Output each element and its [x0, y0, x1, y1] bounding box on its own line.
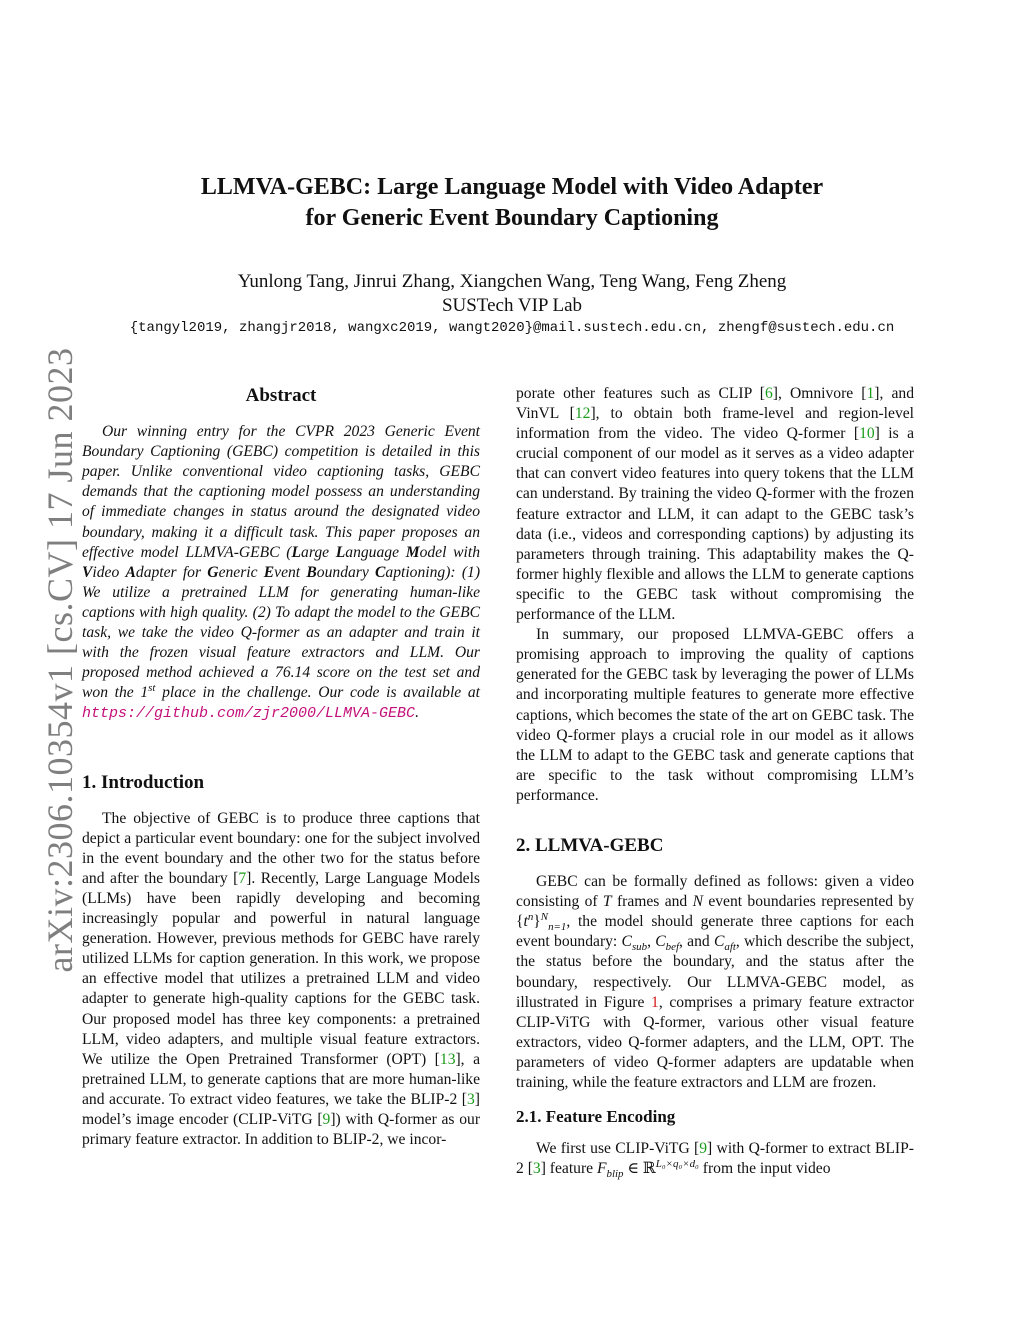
- code-link[interactable]: https://github.com/zjr2000/LLMVA-GEBC: [82, 705, 416, 723]
- paper-title-line-1: LLMVA-GEBC: Large Language Model with Video Adapter: [200, 174, 824, 200]
- intro-heading: 1. Introduction: [82, 771, 205, 793]
- citation-link[interactable]: 3: [467, 1090, 475, 1108]
- citation-link[interactable]: 7: [238, 869, 247, 887]
- citation-link[interactable]: 12: [574, 405, 591, 423]
- summary-paragraph: In summary, our proposed LLMVA-GEBC offers a promising approach to improving the quality of captions generated for the GEBC task by leveraging the power of LLMs and incorporating multiple features to generate more effective captions, which becomes the state of the art on GEBC task. The video Q-former plays a crucial role in our model as it allows the LLM to adapt to the GEBC task and generate captions that are specific to the task without compromising LLM’s performance.: [516, 626, 914, 804]
- abstract-text: Our winning entry for the CVPR 2023 Generic Event Boundary Captioning (GEBC) competition is detailed in this paper. Unlike conventional video captioning tasks, GEBC demands that the captioning model possess an understanding of immediate changes in status around the designated video boundary, making it a difficult task. This paper proposes an effective model LLMVA-GEBC (Large Language Model with Video Adapter for Generic Event Boundary Captioning): (1) We utilize a pretrained LLM for generating human-like captions with high quality. (2) To adapt the model to the GEBC task, we take the video Q-former as an adapter and train it with the frozen visual feature extractors and LLM. Our proposed method achieved a 76.14 score on the test set and won the 1st place in the challenge. Our code is available at https://github.com/zjr2000/LLMVA-GEBC.: [82, 423, 481, 723]
- affiliation: SUSTech VIP Lab: [441, 295, 583, 316]
- citation-link[interactable]: 9: [699, 1140, 708, 1158]
- feature-encoding-paragraph: We first use CLIP-ViTG [9] with Q-former to extract BLIP-2 [3] feature $F_{blip}$ ∈ ℝ$^{L_0\times q_0\times d_0}$ from the input video: [516, 1140, 914, 1181]
- citation-link[interactable]: 10: [859, 425, 875, 443]
- section-2-heading: 2. LLMVA-GEBC: [516, 834, 664, 856]
- figure-link[interactable]: 1: [651, 993, 659, 1011]
- subsection-2-1-heading: 2.1. Feature Encoding: [516, 1107, 676, 1127]
- definition-paragraph: GEBC can be formally defined as follows: given a video consisting of T frames and N event boundaries represented by $\{t^n\}^N_{n=1}$, the model should generate three captions for each event boundary: $C_{sub}$, $C_{bef}$, and $C_{aft}$, which describe the subject, the status before the boundary, and the status after the boundary, respectively. Our LLMVA-GEBC model, as illustrated in Figure 1, comprises a primary feature extractor CLIP-ViTG with Q-former, various other visual feature extractors, video Q-former adapters, and the LLM, OPT. The parameters of video Q-former adapters are updatable when training, while the feature extractors and LLM are frozen.: [516, 873, 915, 1091]
- arxiv-identifier: arXiv:2306.10354v1 [cs.CV] 17 Jun 2023: [40, 347, 80, 973]
- citation-link[interactable]: 3: [532, 1160, 541, 1178]
- author-block: [0, 270, 1024, 318]
- intro-paragraph: The objective of GEBC is to produce three captions that depict a particular event boundary: one for the subject involved in the event boundary and the other two for the status before and after the boundary [7]. Recently, Large Language Models (LLMs) have been rapidly developing and becoming increasingly popular and powerful in natural language generation. However, previous methods for GEBC have rarely utilized LLMs for caption generation. In this work, we propose an effective model that utilizes a pretrained LLM and video adapter to generate high-quality captions for the GEBC task. Our proposed model has three key components: a pretrained LLM, video adapters, and multiple visual feature extractors. We utilize the Open Pretrained Transformer (OPT) [13], a pretrained LLM, to generate captions that are more human-like and accurate. To extract video features, we take the BLIP-2 [3] model’s image encoder (CLIP-ViTG [9]) with Q-former as our primary feature extractor. In addition to BLIP-2, we incor-: [82, 809, 481, 1149]
- abstract-heading: Abstract: [245, 385, 317, 406]
- citation-link[interactable]: 1: [866, 385, 875, 402]
- right-column: [516, 384, 914, 1179]
- left-column: [82, 384, 480, 1150]
- intro-paragraph-continued: porate other features such as CLIP [6], Omnivore [1], and VinVL [12], to obtain both frame-level and region-level information from the video. The video Q-former [10] is a crucial component of our model as it serves as a video adapter that can convert video features into query tokens that the LLM can understand. By training the video Q-former with the frozen feature extractor and LLM, it can adapt to the GEBC task’s data (i.e., videos and corresponding captions) by adjusting its parameters through training. This adaptability makes the Q-former highly flexible and allows the LLM to generate captions specific to the GEBC task without compromising the performance of the LLM.: [516, 385, 915, 624]
- citation-link[interactable]: 13: [439, 1050, 456, 1068]
- author-list: Yunlong Tang, Jinrui Zhang, Xiangchen Wang, Teng Wang, Feng Zheng: [237, 271, 787, 292]
- citation-link[interactable]: 9: [322, 1111, 331, 1128]
- citation-link[interactable]: 6: [764, 385, 773, 402]
- paper-title-block: [0, 172, 1024, 234]
- email-list: {tangyl2019, zhangjr2018, wangxc2019, wangt2020}@mail.sustech.edu.cn, zhengf@sustech.edu.cn: [129, 320, 895, 336]
- paper-title-line-2: for Generic Event Boundary Captioning: [305, 205, 719, 231]
